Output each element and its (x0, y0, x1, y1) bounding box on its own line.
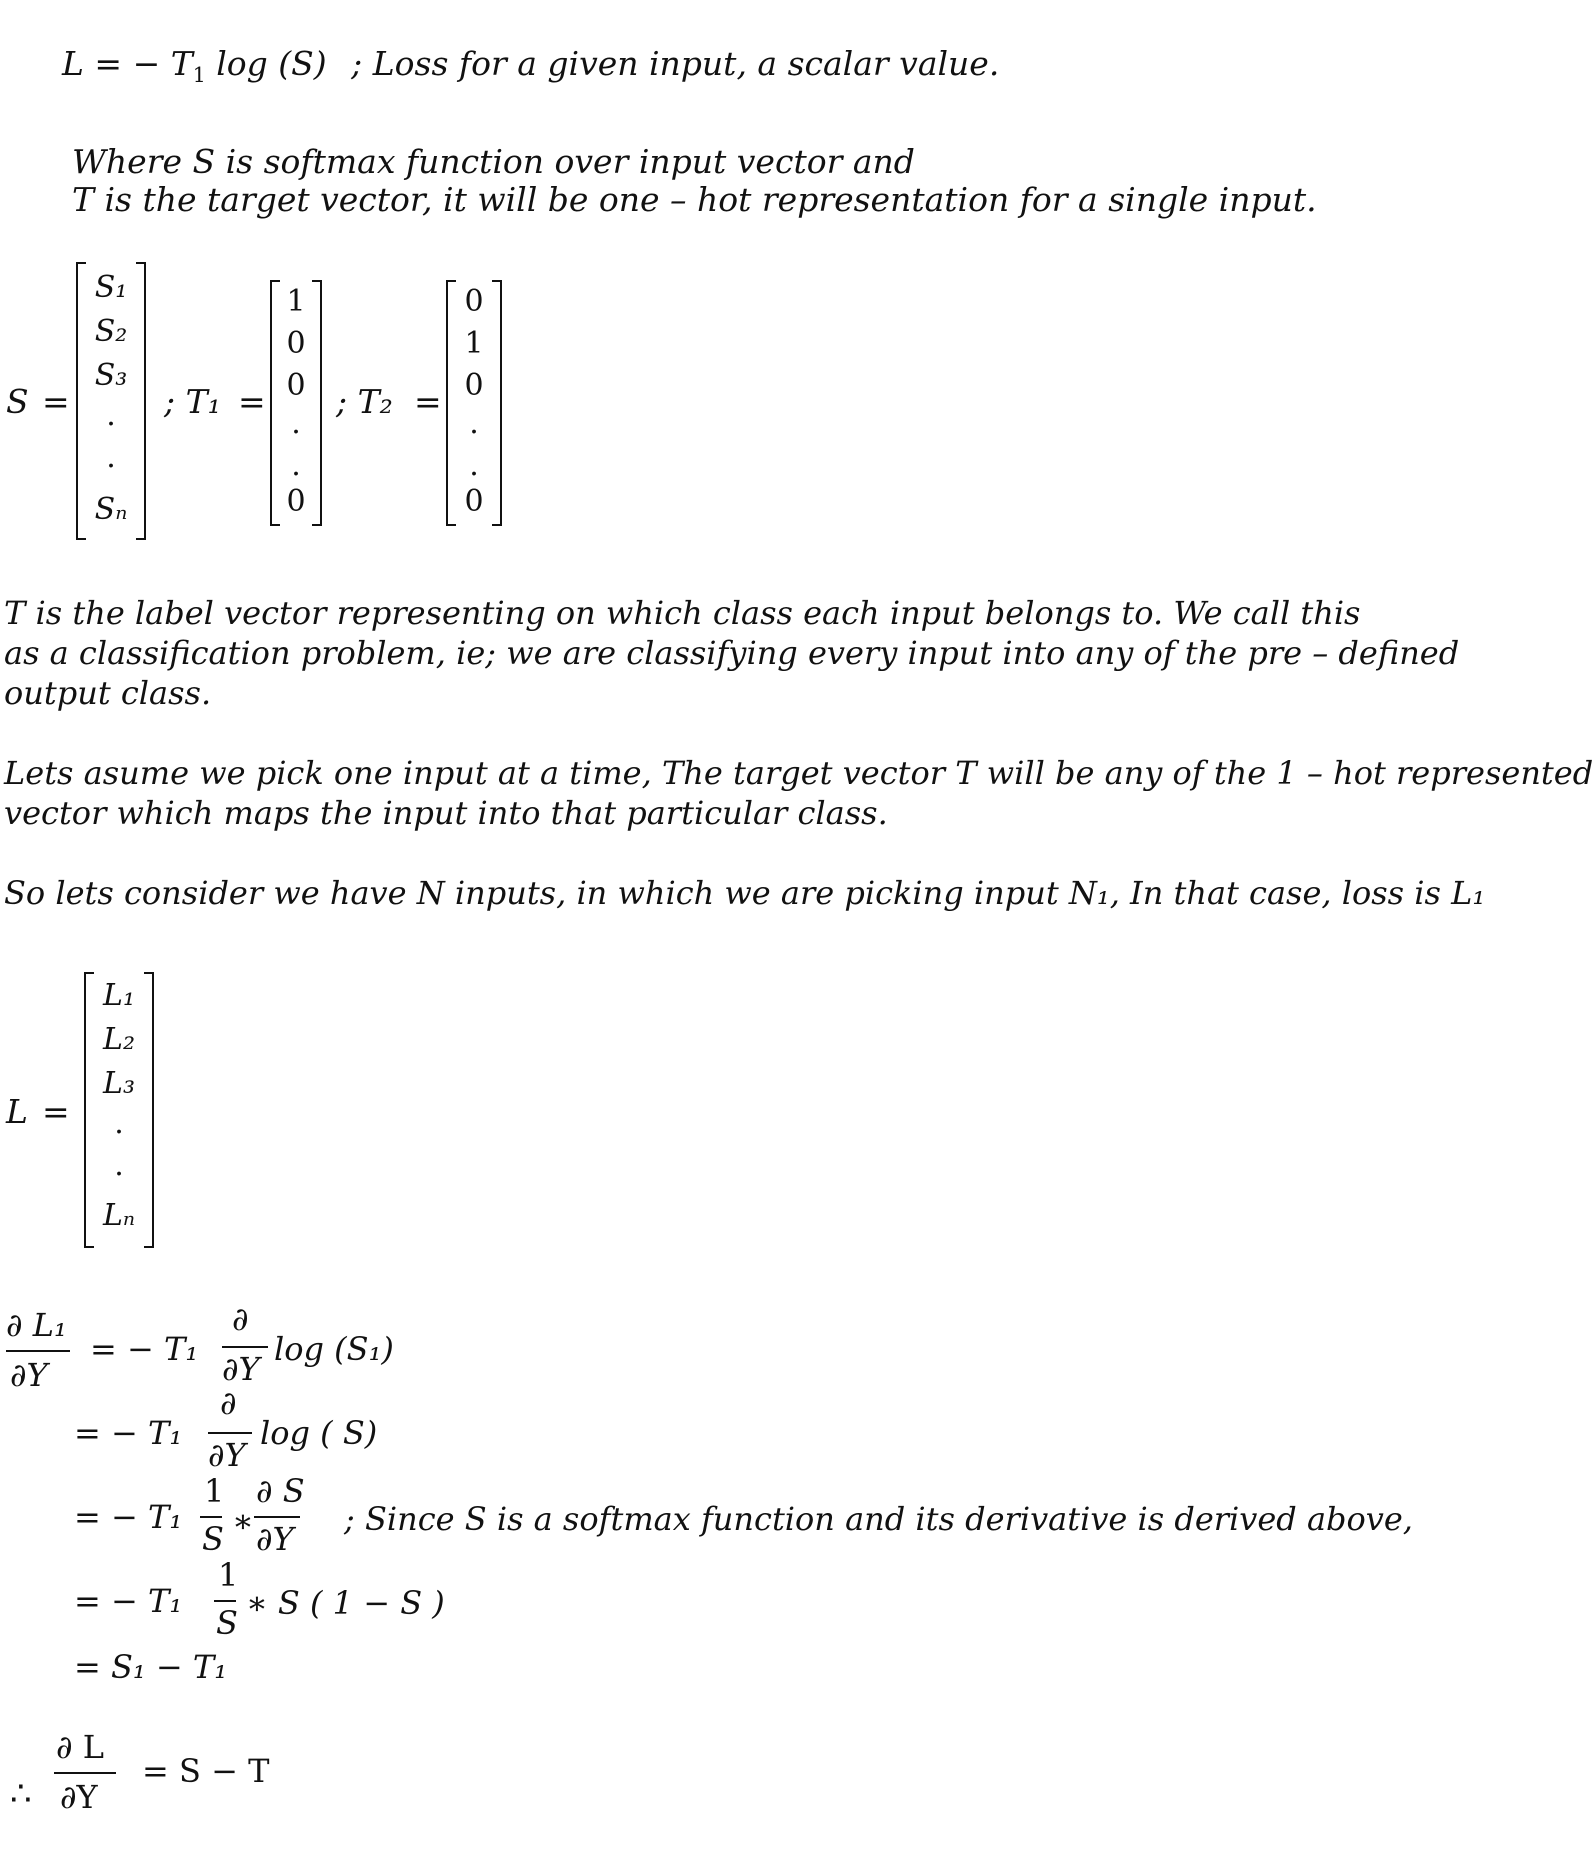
conclusion-den: ∂Y (60, 1778, 98, 1816)
t1-vector-label: ; T₁ (164, 382, 221, 421)
l-vector (84, 972, 154, 1248)
deriv-lhs-num: ∂ L₁ (6, 1306, 67, 1344)
conclusion-rhs: = S − T (142, 1752, 270, 1790)
paragraph-line-2: as a classification problem, ie; we are classifying every input into any of the pre – defined (4, 634, 1460, 672)
deriv-step2-d: ∂ (220, 1384, 237, 1422)
deriv-step4-line (214, 1600, 236, 1602)
deriv-step1-pre: = − T₁ (90, 1330, 199, 1368)
t1-item-6: 0 (286, 484, 306, 519)
deriv-lhs-line (6, 1350, 70, 1352)
conclusion-line (54, 1772, 116, 1774)
deriv-step3-S: S (202, 1520, 224, 1558)
t1-item-2: 0 (286, 326, 306, 361)
s-item-2: S₂ (94, 314, 128, 349)
l-item-4: . (114, 1106, 124, 1141)
deriv-step2-line (208, 1432, 252, 1434)
t1-item-5: . (291, 448, 301, 483)
s-item-6: Sₙ (94, 492, 128, 527)
deriv-step3-star: ∗ (232, 1502, 254, 1540)
deriv-step3-line-a (200, 1516, 222, 1518)
t1-vector (270, 280, 322, 526)
l-item-6: Lₙ (102, 1198, 136, 1233)
s-item-1: S₁ (94, 270, 128, 305)
t2-item-1: 0 (464, 284, 484, 319)
paragraph-line-4: Lets asume we pick one input at a time, The target vector T will be any of the 1 – hot represented (4, 754, 1593, 792)
l-item-1: L₁ (103, 978, 135, 1013)
deriv-step5: = S₁ − T₁ (74, 1648, 228, 1686)
deriv-step3-line-b (254, 1516, 300, 1518)
t2-vector-label: ; T₂ (336, 382, 393, 421)
t1-item-1: 1 (286, 284, 306, 319)
deriv-step1-dY: ∂Y (222, 1350, 260, 1388)
l-item-5: . (114, 1148, 124, 1183)
deriv-step4-post: ∗ S ( 1 − S ) (246, 1584, 445, 1622)
deriv-step3-comment: ; Since S is a softmax function and its derivative is derived above, (344, 1500, 1413, 1538)
deriv-step4-S: S (216, 1604, 238, 1642)
paragraph-line-6: So lets consider we have N inputs, in which we are picking input N₁, In that case, loss is L₁ (4, 874, 1486, 912)
deriv-step3-dY: ∂Y (256, 1520, 294, 1558)
where-line-1: Where S is softmax function over input vector and (72, 142, 915, 181)
l-item-2: L₂ (103, 1022, 135, 1057)
paragraph-line-1: T is the label vector representing on which class each input belongs to. We call this (4, 594, 1361, 632)
t2-item-5: . (469, 448, 479, 483)
t1-vector-eq: = (238, 382, 266, 421)
deriv-step1-post: log (S₁) (274, 1330, 394, 1368)
deriv-step3-pre: = − T₁ (74, 1498, 183, 1536)
paragraph-line-3: output class. (4, 674, 212, 712)
deriv-step1-d: ∂ (232, 1300, 249, 1338)
t2-vector-eq: = (414, 382, 442, 421)
t2-item-2: 1 (464, 326, 484, 361)
t2-item-6: 0 (464, 484, 484, 519)
t1-item-4: . (291, 406, 301, 441)
s-item-4: . (106, 398, 116, 433)
where-line-2: T is the target vector, it will be one – hot representation for a single input. (72, 180, 1317, 219)
deriv-step3-one: 1 (204, 1472, 225, 1510)
s-item-5: . (106, 440, 116, 475)
deriv-step1-line (222, 1346, 268, 1348)
deriv-step3-dS: ∂ S (256, 1472, 305, 1510)
loss-rhs: − T (132, 44, 193, 83)
s-vector (76, 262, 146, 540)
loss-eq: = (94, 44, 123, 83)
l-item-3: L₃ (103, 1066, 135, 1101)
loss-rhs-log: log (S) (205, 44, 327, 83)
loss-lhs: L (62, 44, 84, 83)
deriv-step2-post: log ( S) (260, 1414, 378, 1452)
conclusion-num: ∂ L (56, 1728, 104, 1766)
l-vector-label: L (6, 1092, 28, 1131)
t1-item-3: 0 (286, 368, 306, 403)
paragraph-line-5: vector which maps the input into that particular class. (4, 794, 888, 832)
s-item-3: S₃ (94, 358, 128, 393)
loss-rhs-sub: 1 (192, 63, 206, 88)
deriv-lhs-den: ∂Y (10, 1356, 48, 1394)
deriv-step4-one: 1 (218, 1556, 239, 1594)
t2-item-3: 0 (464, 368, 484, 403)
t2-item-4: . (469, 406, 479, 441)
loss-comment: ; Loss for a given input, a scalar value. (351, 44, 1000, 83)
deriv-step4-pre: = − T₁ (74, 1582, 183, 1620)
deriv-step2-dY: ∂Y (208, 1436, 246, 1474)
deriv-step2-pre: = − T₁ (74, 1414, 183, 1452)
l-vector-eq: = (42, 1092, 70, 1131)
t2-vector (446, 280, 502, 526)
s-vector-eq: = (42, 382, 70, 421)
loss-equation (62, 44, 999, 87)
s-vector-label: S (6, 382, 29, 421)
therefore-symbol: ∴ (10, 1774, 32, 1814)
